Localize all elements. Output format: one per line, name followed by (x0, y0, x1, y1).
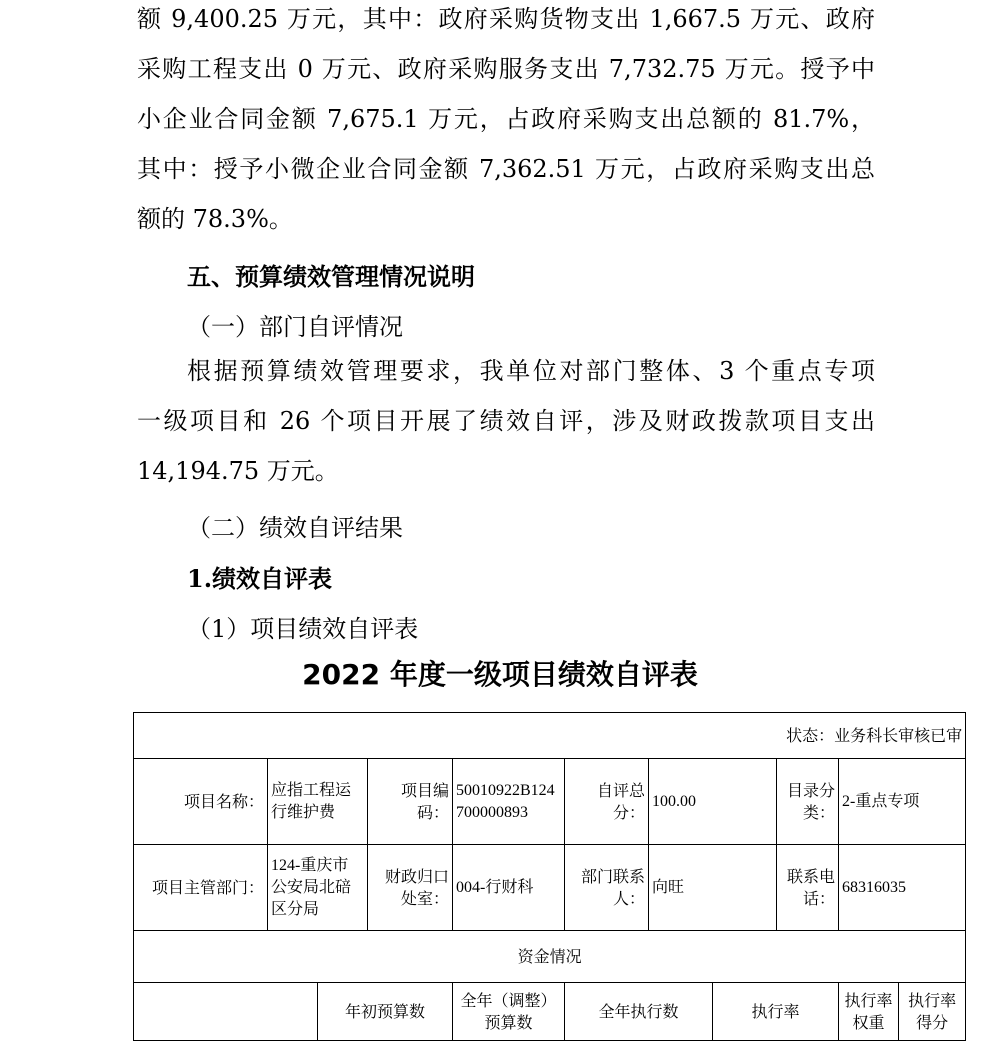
paragraph-procurement (137, 0, 875, 244)
text-line: 额 9,400.25 万元，其中：政府采购货物支出 1,667.5 万元、政府 (137, 5, 875, 33)
status-text: 状态：业务科长审核已审 (134, 713, 966, 759)
contact-value: 向旺 (649, 845, 777, 931)
self-score-label: 自评总分： (565, 759, 649, 845)
funds-title-row (134, 931, 966, 983)
contact-label: 部门联系人： (565, 845, 649, 931)
funds-header-blank (134, 983, 318, 1041)
table-row (134, 845, 966, 931)
text-line: 额的 78.3%。 (137, 205, 293, 233)
funds-header-initial-budget: 年初预算数 (318, 983, 453, 1041)
paragraph-self-evaluation (137, 346, 875, 496)
self-score-value: 100.00 (649, 759, 777, 845)
funds-header-execution-rate: 执行率 (713, 983, 839, 1041)
item-subheading-project-table: （1）项目绩效自评表 (187, 615, 419, 643)
subsection-heading-self-evaluation: （一）部门自评情况 (187, 313, 403, 341)
funds-header-row (134, 983, 966, 1041)
dept-value: 124-重庆市公安局北碚区分局 (268, 845, 368, 931)
performance-table (133, 712, 966, 1041)
text-line: 采购工程支出 0 万元、政府采购服务支出 7,732.75 万元。授予中 (137, 55, 875, 83)
text-line: 14,194.75 万元。 (137, 457, 339, 485)
phone-value: 68316035 (839, 845, 966, 931)
catalog-value: 2-重点专项 (839, 759, 966, 845)
text-line: 其中：授予小微企业合同金额 7,362.51 万元，占政府采购支出总 (137, 155, 875, 183)
table-row (134, 759, 966, 845)
funds-title: 资金情况 (134, 931, 966, 983)
funds-header-rate-weight: 执行率权重 (839, 983, 899, 1041)
funds-header-executed: 全年执行数 (565, 983, 713, 1041)
finance-office-label: 财政归口处室： (368, 845, 453, 931)
text-line: 根据预算绩效管理要求，我单位对部门整体、3 个重点专项 (187, 357, 875, 385)
funds-header-adjusted-budget: 全年（调整）预算数 (453, 983, 565, 1041)
project-name-value: 应指工程运行维护费 (268, 759, 368, 845)
status-row (134, 713, 966, 759)
table-title: 2022 年度一级项目绩效自评表 (302, 658, 698, 691)
dept-label: 项目主管部门： (134, 845, 268, 931)
text-line: 小企业合同金额 7,675.1 万元，占政府采购支出总额的 81.7%， (137, 105, 875, 133)
project-name-label: 项目名称： (134, 759, 268, 845)
funds-header-rate-score: 执行率得分 (899, 983, 966, 1041)
phone-label: 联系电话： (777, 845, 839, 931)
finance-office-value: 004-行财科 (453, 845, 565, 931)
catalog-label: 目录分类： (777, 759, 839, 845)
item-heading-self-eval-table: 1.绩效自评表 (187, 564, 333, 593)
text-line: 一级项目和 26 个项目开展了绩效自评，涉及财政拨款项目支出 (137, 407, 875, 435)
subsection-heading-results: （二）绩效自评结果 (187, 514, 403, 542)
section-heading-budget-performance: 五、预算绩效管理情况说明 (187, 262, 475, 291)
project-code-label: 项目编码： (368, 759, 453, 845)
project-code-value: 50010922B124700000893 (453, 759, 565, 845)
